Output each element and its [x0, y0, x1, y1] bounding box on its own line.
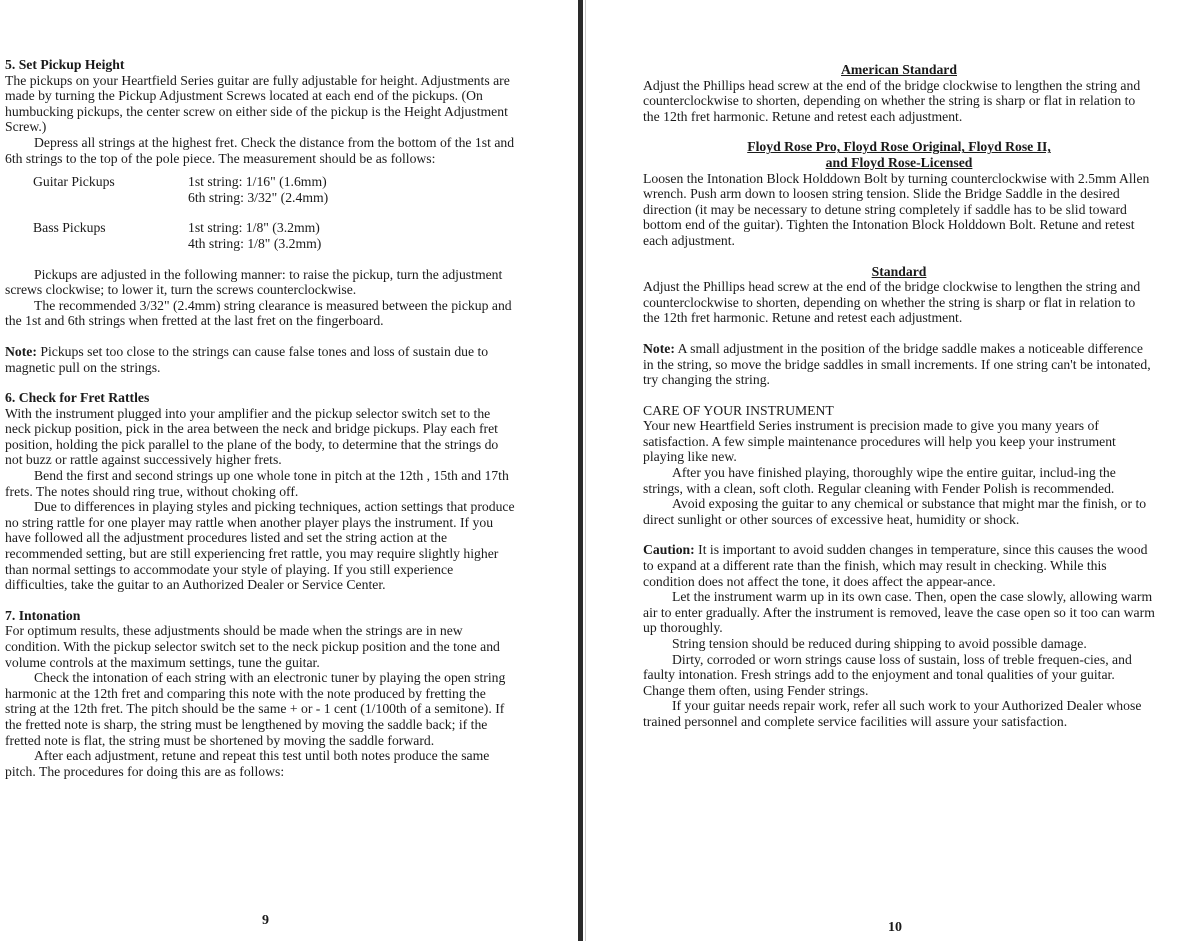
section-heading-set-pickup-height: 5. Set Pickup Height: [5, 57, 125, 72]
subheading-floyd-rose: Floyd Rose Pro, Floyd Rose Original, Floyd Rose II,: [747, 139, 1051, 155]
paragraph: Your new Heartfield Series instrument is precision made to give you many years of satisfaction. A few simple maintenance procedures will help you keep your instrument playing like new.: [643, 418, 1116, 465]
paragraph: Check the intonation of each string with an electronic tuner by playing the open string harmonic at the 12th fret and comparing this note with the note produced by fretting the string at the 12th fret. The pitch should be the same + or - 1 cent (1/100th of a semitone). If the fretted note is sharp, the string must be lengthened by moving the saddle back; if the fretted note is flat, the string must be shortened by moving the saddle forward.: [5, 670, 506, 748]
spec-value: 6th string: 3/32" (2.4mm): [188, 189, 329, 205]
paragraph: After each adjustment, retune and repeat this test until both notes produce the same pitch. The procedures for doing this are as follows:: [5, 748, 490, 779]
book-spine-edge: [585, 0, 586, 941]
paragraph: Loosen the Intonation Block Holddown Bolt by turning counterclockwise with 2.5mm Allen wrench. Push arm down to loosen string tension. Slide the Bridge Saddle in the desired direction (it may be necessary to detune string completely if saddle has to be slid toward bottom end of the guitar). Tighten the Intonation Block Holddown Bolt. Retune and retest each adjustment.: [643, 170, 1150, 248]
caution-label: Caution:: [643, 542, 695, 558]
paragraph: If your guitar needs repair work, refer all such work to your Authorized Dealer whose trained personnel and complete service facilities will assure your satisfaction.: [643, 698, 1142, 729]
paragraph: With the instrument plugged into your amplifier and the pickup selector switch set to the neck pickup position, pick in the area between the neck and bridge pickups. Play each fret position, holding the pick parallel to the plane of the body, to determine that the strings do not buzz or rattle against successively higher frets.: [5, 405, 499, 468]
caution-text: It is important to avoid sudden changes in temperature, since this causes the wood to expand at a different rate than the finish, which may result in checking. While this condition does not affect the tone, it does affect the appear-ance.: [643, 542, 1148, 589]
spec-value: 4th string: 1/8" (3.2mm): [188, 235, 322, 251]
spec-value: 1st string: 1/16" (1.6mm): [188, 174, 327, 190]
spec-guitar-pickups: [33, 174, 517, 205]
subheading-floyd-rose-line-2: and Floyd Rose-Licensed: [825, 154, 973, 170]
paragraph: Due to differences in playing styles and picking techniques, action settings that produce no string rattle for one player may rattle when another player plays the instrument. If you have followed all the adjustment procedures listed and set the string action at the recommended setting, but are still experiencing fret rattle, you may require slightly higher than normal settings to accommodate your style of playing. If you still experience difficulties, take the guitar to an Authorized Dealer or Service Center.: [5, 499, 515, 593]
paragraph: The recommended 3/32" (2.4mm) string clearance is measured between the pickup and the 1st and 6th strings when fretted at the last fret on the fingerboard.: [5, 297, 512, 329]
spec-value: 1st string: 1/8" (3.2mm): [188, 220, 320, 236]
section-heading-fret-rattles: 6. Check for Fret Rattles: [5, 390, 150, 406]
page-number: 10: [888, 920, 902, 935]
subheading-american-standard: American Standard: [841, 62, 957, 77]
paragraph: Avoid exposing the guitar to any chemical or substance that might mar the finish, or to direct sunlight or other sources of excessive heat, humidity or shock.: [643, 496, 1147, 527]
section-heading-intonation: 7. Intonation: [5, 607, 81, 623]
note-label: Note:: [5, 343, 37, 359]
note-paragraph: [643, 341, 1155, 388]
paragraph: After you have finished playing, thoroughly wipe the entire guitar, includ-ing the strings, with a clean, soft cloth. Regular cleaning with Fender Polish is recommended.: [643, 465, 1116, 496]
spec-values: [188, 174, 328, 205]
section-heading-care: CARE OF YOUR INSTRUMENT: [643, 402, 834, 418]
right-page-content: [643, 62, 1155, 730]
paragraph: Depress all strings at the highest fret. Check the distance from the bottom of the 1st and 6th strings to the top of the pole piece. The measurement should be as follows:: [5, 134, 515, 166]
spec-label: Guitar Pickups: [33, 174, 115, 190]
note-paragraph: [5, 344, 517, 375]
note-label: Note:: [643, 340, 675, 356]
paragraph: Pickups are adjusted in the following manner: to raise the pickup, turn the adjustment screws clockwise; to lower it, turn the screws counterclockwise.: [5, 266, 503, 298]
left-page-content: [5, 57, 517, 779]
paragraph: Adjust the Phillips head screw at the end of the bridge clockwise to lengthen the string and counterclockwise to shorten, depending on whether the string is sharp or flat in relation to the 12th fret harmonic. Retune and retest each adjustment.: [643, 279, 1141, 326]
page-number: 9: [262, 913, 269, 928]
paragraph: String tension should be reduced during shipping to avoid possible damage.: [672, 636, 1087, 651]
note-text: Pickups set too close to the strings can cause false tones and loss of sustain due to magnetic pull on the strings.: [5, 343, 489, 375]
paragraph: Bend the first and second strings up one whole tone in pitch at the 12th , 15th and 17th frets. The notes should ring true, without choking off.: [5, 468, 509, 499]
caution-paragraph: [643, 542, 1155, 589]
left-page: [0, 0, 580, 941]
book-spine: [578, 0, 583, 941]
note-text: A small adjustment in the position of the bridge saddle makes a noticeable difference in the string, so move the bridge saddles in small increments. If one string can't be intonated, try changing the string.: [643, 340, 1151, 388]
subheading-standard: Standard: [871, 263, 927, 279]
right-page: [588, 0, 1200, 941]
spec-label: Bass Pickups: [33, 220, 106, 236]
paragraph: Dirty, corroded or worn strings cause loss of sustain, loss of treble frequen-cies, and faulty intonation. Fresh strings add to the enjoyment and tonal qualities of your guitar. Change them often, using Fender strings.: [643, 651, 1132, 698]
paragraph: Adjust the Phillips head screw at the end of the bridge clockwise to lengthen the string and counterclockwise to shorten, depending on whether the string is sharp or flat in relation to the 12th fret harmonic. Retune and retest each adjustment.: [643, 77, 1141, 124]
spec-values: [188, 220, 321, 251]
paragraph: Let the instrument warm up in its own case. Then, open the case slowly, allowing warm air to enter gradually. After the instrument is removed, leave the case open so it too can warm up thoroughly.: [643, 589, 1155, 636]
spec-bass-pickups: [33, 220, 517, 251]
paragraph: The pickups on your Heartfield Series guitar are fully adjustable for height. Adjustments are made by turning the Pickup Adjustment Screws located at each end of the pickups. (On humbucking pickups, the center screw on either side of the pickup is the Height Adjustment Screw.): [5, 72, 510, 135]
paragraph: For optimum results, these adjustments should be made when the strings are in new condition. With the pickup selector switch set to the neck pickup position and the tone and volume controls at the maximum settings, tune the guitar.: [5, 623, 500, 670]
